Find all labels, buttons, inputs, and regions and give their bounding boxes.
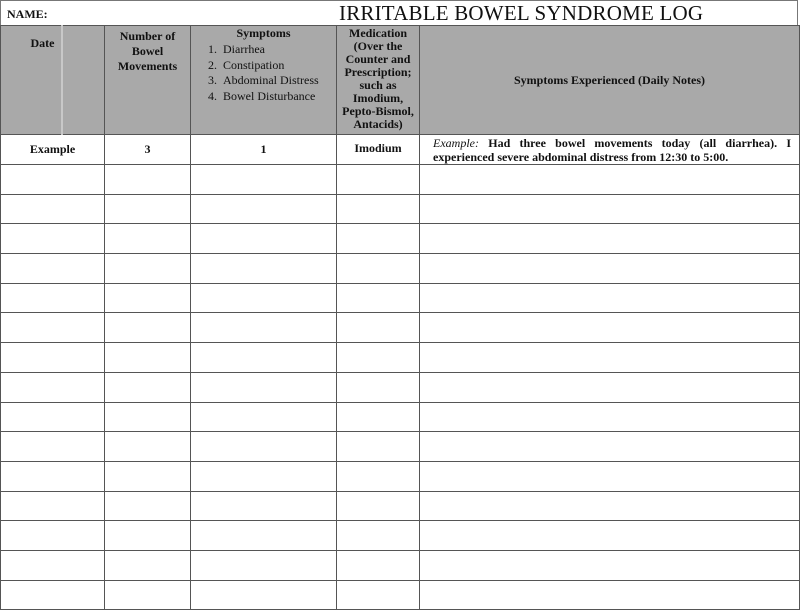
entry-medication-cell[interactable] <box>337 224 420 254</box>
entry-bowel-movements-cell[interactable] <box>105 283 191 313</box>
entry-symptom-cell[interactable] <box>191 343 337 373</box>
example-date: Example <box>1 135 105 165</box>
example-notes <box>420 135 800 165</box>
entry-bowel-movements-cell[interactable] <box>105 580 191 610</box>
entry-symptom-cell[interactable] <box>191 313 337 343</box>
entry-bowel-movements-cell[interactable] <box>105 372 191 402</box>
entry-symptom-cell[interactable] <box>191 372 337 402</box>
entry-date-cell[interactable] <box>1 432 105 462</box>
header-bowel-line: Movements <box>117 59 178 73</box>
entry-bowel-movements-cell[interactable] <box>105 491 191 521</box>
medication-detail-line: Antacids) <box>353 117 403 131</box>
log-entry-row <box>1 224 800 254</box>
entry-date-cell[interactable] <box>1 461 105 491</box>
entry-notes-cell[interactable] <box>420 580 800 610</box>
header-bowel-movements <box>105 26 191 135</box>
entry-medication-cell[interactable] <box>337 521 420 551</box>
entry-date-cell[interactable] <box>1 491 105 521</box>
document-title: IRRITABLE BOWEL SYNDROME LOG <box>339 1 704 25</box>
entry-date-cell[interactable] <box>1 194 105 224</box>
entry-symptom-cell[interactable] <box>191 194 337 224</box>
entry-medication-cell[interactable] <box>337 550 420 580</box>
medication-detail-line: Counter and <box>345 52 411 66</box>
entry-date-cell[interactable] <box>1 224 105 254</box>
entry-bowel-movements-cell[interactable] <box>105 550 191 580</box>
entry-medication-cell[interactable] <box>337 283 420 313</box>
entry-notes-cell[interactable] <box>420 432 800 462</box>
log-entry-row <box>1 194 800 224</box>
entry-notes-cell[interactable] <box>420 165 800 195</box>
entry-date-cell[interactable] <box>1 550 105 580</box>
medication-detail-line: such as <box>359 78 397 92</box>
log-entry-row <box>1 550 800 580</box>
log-entry-row <box>1 343 800 373</box>
header-symptoms <box>191 26 337 135</box>
symptom-option: 1. Diarrhea <box>220 42 336 58</box>
entry-date-cell[interactable] <box>1 580 105 610</box>
entry-date-cell[interactable] <box>1 402 105 432</box>
example-notes-text: Had three bowel movements today (all diarrhea). I experienced severe abdominal distress from 12:30 to 5:00. <box>433 136 791 164</box>
symptom-option: 2. Constipation <box>220 58 336 74</box>
entry-medication-cell[interactable] <box>337 580 420 610</box>
header-notes: Symptoms Experienced (Daily Notes) <box>420 26 800 135</box>
example-bowel-movements: 3 <box>105 135 191 165</box>
medication-detail-line: Pepto-Bismol, <box>342 104 414 118</box>
symptom-options-list <box>191 42 336 104</box>
medication-detail-line: (Over the <box>353 39 403 53</box>
entry-medication-cell[interactable] <box>337 372 420 402</box>
entry-medication-cell[interactable] <box>337 402 420 432</box>
log-table <box>0 25 800 610</box>
entry-notes-cell[interactable] <box>420 283 800 313</box>
entry-notes-cell[interactable] <box>420 491 800 521</box>
entry-date-cell[interactable] <box>1 372 105 402</box>
log-entry-row <box>1 372 800 402</box>
header-date-spacer <box>62 26 105 135</box>
entry-notes-cell[interactable] <box>420 372 800 402</box>
entry-bowel-movements-cell[interactable] <box>105 194 191 224</box>
entry-symptom-cell[interactable] <box>191 402 337 432</box>
example-row <box>1 135 800 165</box>
entry-bowel-movements-cell[interactable] <box>105 313 191 343</box>
entry-date-cell[interactable] <box>1 313 105 343</box>
entry-date-cell[interactable] <box>1 343 105 373</box>
log-entry-row <box>1 491 800 521</box>
entry-medication-cell[interactable] <box>337 165 420 195</box>
entry-symptom-cell[interactable] <box>191 461 337 491</box>
entry-date-cell[interactable] <box>1 283 105 313</box>
header-bowel-line: Bowel <box>131 44 164 58</box>
entry-symptom-cell[interactable] <box>191 432 337 462</box>
entry-bowel-movements-cell[interactable] <box>105 165 191 195</box>
name-label: NAME: <box>7 7 48 21</box>
entry-notes-cell[interactable] <box>420 254 800 284</box>
entry-bowel-movements-cell[interactable] <box>105 461 191 491</box>
example-notes-prefix: Example: <box>433 136 479 150</box>
entry-notes-cell[interactable] <box>420 224 800 254</box>
entry-symptom-cell[interactable] <box>191 491 337 521</box>
entry-medication-cell[interactable] <box>337 491 420 521</box>
entry-medication-cell[interactable] <box>337 432 420 462</box>
log-entry-row <box>1 521 800 551</box>
log-entry-row <box>1 165 800 195</box>
entry-notes-cell[interactable] <box>420 521 800 551</box>
entry-medication-cell[interactable] <box>337 194 420 224</box>
entry-medication-cell[interactable] <box>337 343 420 373</box>
entry-symptom-cell[interactable] <box>191 165 337 195</box>
medication-detail-line: Prescription; <box>344 65 412 79</box>
log-entry-row <box>1 461 800 491</box>
header-medication-title: Medication <box>349 26 407 40</box>
medication-detail-line: Imodium, <box>352 91 404 105</box>
entry-notes-cell[interactable] <box>420 194 800 224</box>
entry-bowel-movements-cell[interactable] <box>105 432 191 462</box>
example-medication: Imodium <box>337 135 420 165</box>
entry-notes-cell[interactable] <box>420 461 800 491</box>
log-entry-row <box>1 313 800 343</box>
header-bowel-line: Number of <box>119 29 176 43</box>
entry-symptom-cell[interactable] <box>191 580 337 610</box>
entry-symptom-cell[interactable] <box>191 283 337 313</box>
entry-medication-cell[interactable] <box>337 461 420 491</box>
entry-notes-cell[interactable] <box>420 313 800 343</box>
header-date: Date <box>1 26 62 135</box>
symptom-option: 3. Abdominal Distress <box>220 73 336 89</box>
entry-bowel-movements-cell[interactable] <box>105 254 191 284</box>
entry-notes-cell[interactable] <box>420 550 800 580</box>
entry-notes-cell[interactable] <box>420 402 800 432</box>
entry-symptom-cell[interactable] <box>191 254 337 284</box>
entry-bowel-movements-cell[interactable] <box>105 402 191 432</box>
header-row <box>1 26 800 135</box>
log-entry-row <box>1 254 800 284</box>
entry-symptom-cell[interactable] <box>191 224 337 254</box>
entry-date-cell[interactable] <box>1 165 105 195</box>
log-entry-row <box>1 402 800 432</box>
entry-date-cell[interactable] <box>1 521 105 551</box>
entry-medication-cell[interactable] <box>337 254 420 284</box>
log-entry-row <box>1 283 800 313</box>
name-row <box>0 0 798 25</box>
entry-symptom-cell[interactable] <box>191 550 337 580</box>
log-entry-row <box>1 580 800 610</box>
entry-medication-cell[interactable] <box>337 313 420 343</box>
entry-symptom-cell[interactable] <box>191 521 337 551</box>
symptom-option: 4. Bowel Disturbance <box>220 89 336 105</box>
log-entry-row <box>1 432 800 462</box>
entry-bowel-movements-cell[interactable] <box>105 521 191 551</box>
example-symptom: 1 <box>191 135 337 165</box>
entry-notes-cell[interactable] <box>420 343 800 373</box>
entry-date-cell[interactable] <box>1 254 105 284</box>
header-medication <box>337 26 420 135</box>
entry-bowel-movements-cell[interactable] <box>105 224 191 254</box>
entry-bowel-movements-cell[interactable] <box>105 343 191 373</box>
header-symptoms-title: Symptoms <box>236 26 291 40</box>
